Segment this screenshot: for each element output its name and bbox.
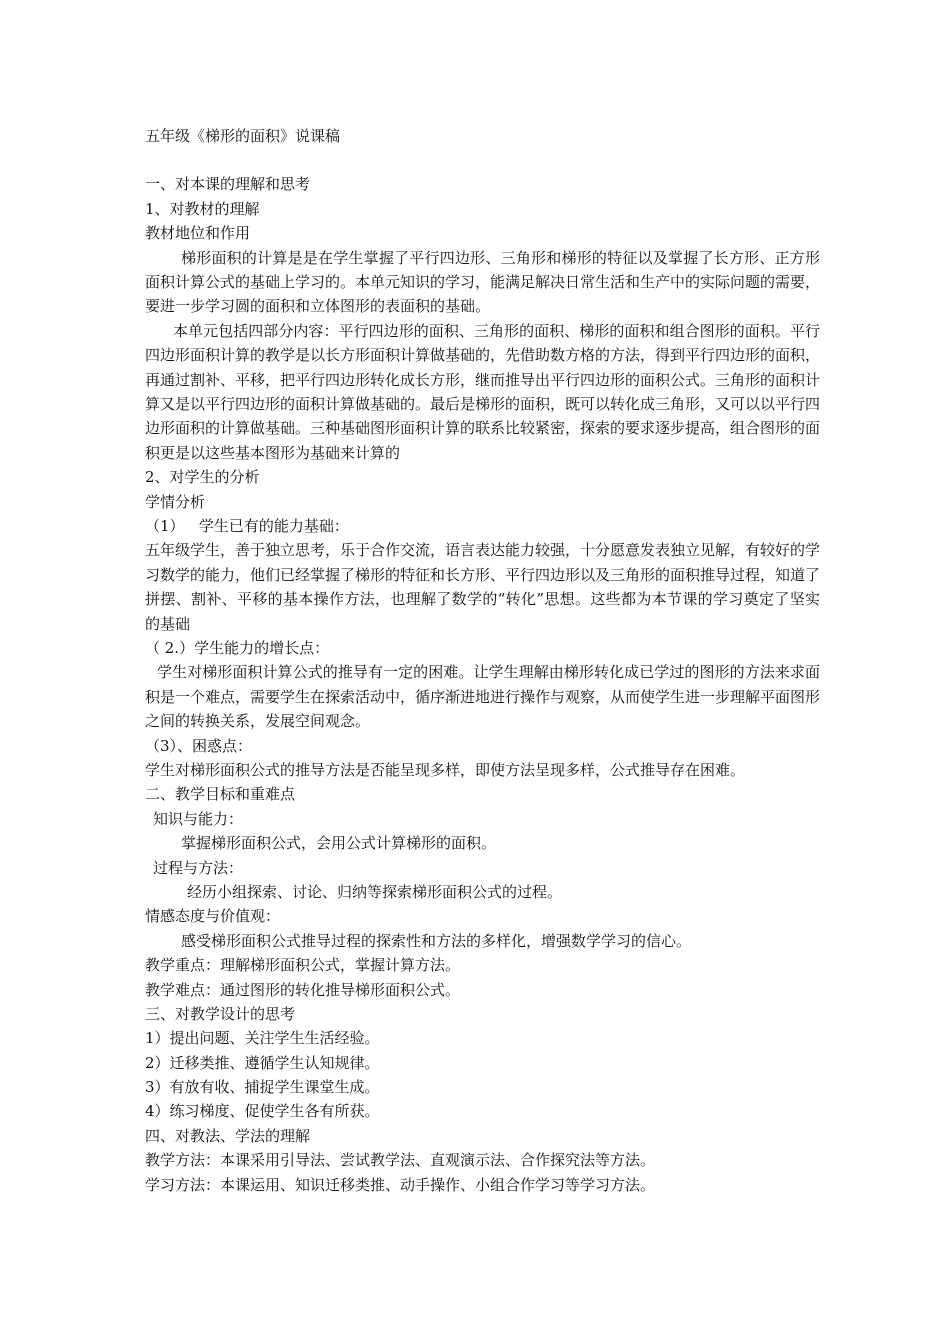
learning-methods: 学习方法：本课运用、知识迁移类推、动手操作、小组合作学习等学习方法。 — [145, 1175, 656, 1194]
item-heading-existing-ability: （1） 学生已有的能力基础： — [145, 517, 349, 535]
section-heading-2: 二、教学目标和重难点 — [145, 785, 296, 804]
subheading-textbook-role: 教材地位和作用 — [145, 224, 251, 243]
goal-emotion: 感受梯形面积公式推导过程的探索性和方法的多样化，增强数学学习的信心。 — [181, 931, 692, 950]
design-item-4: 4）练习梯度、促使学生各有所获。 — [145, 1102, 380, 1121]
goal-heading-process: 过程与方法： — [153, 858, 244, 877]
teaching-difficulty: 教学难点：通过图形的转化推导梯形面积公式。 — [145, 980, 461, 999]
subsection-heading-1-2: 2、对学生的分析 — [145, 468, 260, 487]
paragraph-growth-point: 学生对梯形面积计算公式的推导有一定的困难。让学生理解由梯形转化成已学过的图形的方法来求面积是一个难点，需要学生在探索活动中，循序渐进地进行操作与观察，从而使学生进一步理解平面图形之间的转换关系，发展空间观念。 — [145, 663, 821, 731]
section-heading-3: 三、对教学设计的思考 — [145, 1004, 296, 1023]
subsection-heading-1-1: 1、对教材的理解 — [145, 199, 260, 218]
teaching-key-point: 教学重点：理解梯形面积公式，掌握计算方法。 — [145, 956, 461, 975]
paragraph-existing-ability: 五年级学生，善于独立思考，乐于合作交流，语言表达能力较强，十分愿意发表独立见解，有较好的学习数学的能力，他们已经掌握了梯形的特征和长方形、平行四边形以及三角形的面积推导过程，知道了拼摆、割补、平移的基本操作方法，也理解了数学的“转化”思想。这些都为本节课的学习奠定了坚实的基础 — [145, 541, 821, 633]
teaching-methods: 教学方法：本课采用引导法、尝试教学法、直观演示法、合作探究法等方法。 — [145, 1151, 656, 1170]
goal-heading-knowledge: 知识与能力： — [153, 809, 244, 828]
section-heading-4: 四、对教法、学法的理解 — [145, 1126, 311, 1145]
goal-process: 经历小组探索、讨论、归纳等探索梯形面积公式的过程。 — [187, 882, 563, 901]
item-heading-growth-point: （ 2.）学生能力的增长点： — [145, 639, 330, 658]
item-heading-confusion-point: （3）、困惑点： — [145, 736, 253, 755]
goal-knowledge: 掌握梯形面积公式，会用公式计算梯形的面积。 — [181, 834, 497, 853]
paragraph-textbook-role: 梯形面积的计算是是在学生掌握了平行四边形、三角形和梯形的特征以及掌握了长方形、正方形面积计算公式的基础上学习的。本单元知识的学习，能满足解决日常生活和生产中的实际问题的需要，要进一步学习圆的面积和立体图形的表面积的基础。 — [145, 248, 821, 316]
design-item-1: 1）提出问题、关注学生生活经验。 — [145, 1029, 380, 1048]
design-item-2: 2）迁移类推、遵循学生认知规律。 — [145, 1053, 380, 1072]
document-title: 五年级《梯形的面积》说课稿 — [145, 127, 341, 145]
subheading-student-analysis: 学情分析 — [145, 492, 206, 511]
paragraph-unit-content: 本单元包括四部分内容：平行四边形的面积、三角形的面积、梯形的面积和组合图形的面积。平行四边形面积计算的教学是以长方形面积计算做基础的，先借助数方格的方法，得到平行四边形的面积，再通过割补、平移，把平行四边形转化成长方形，继而推导出平行四边形的面积公式。三角形的面积计算又是以平行四边形的面积计算做基础的。最后是梯形的面积，既可以转化成三角形，又可以以平行四边形面积的计算做基础。三种基础图形面积计算的联系比较紧密，探索的要求逐步提高，组合图形的面积更是以这些基本图形为基础来计算的 — [145, 321, 821, 462]
goal-heading-emotion: 情感态度与价值观： — [145, 907, 281, 926]
section-heading-1: 一、对本课的理解和思考 — [145, 175, 311, 194]
design-item-3: 3）有放有收、捕捉学生课堂生成。 — [145, 1078, 380, 1097]
paragraph-confusion-point: 学生对梯形面积公式的推导方法是否能呈现多样，即使方法呈现多样，公式推导存在困难。 — [145, 761, 746, 780]
document-page — [145, 124, 820, 1197]
